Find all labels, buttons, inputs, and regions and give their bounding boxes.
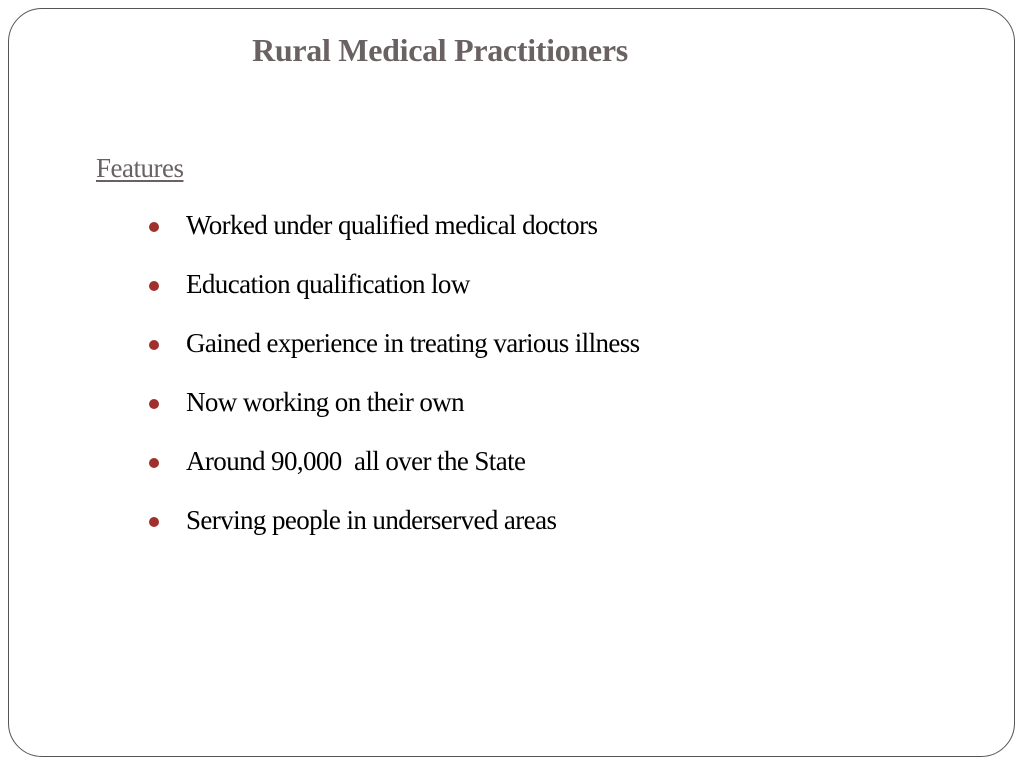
section-heading: Features (96, 153, 184, 183)
bullet-icon (149, 281, 159, 291)
bullet-icon (149, 222, 159, 232)
bullet-icon (149, 517, 159, 527)
bullet-icon (149, 458, 159, 468)
bullet-icon (149, 340, 159, 350)
bullet-icon (149, 399, 159, 409)
slide-title: Rural Medical Practitioners (252, 32, 628, 68)
slide-frame (8, 8, 1015, 757)
